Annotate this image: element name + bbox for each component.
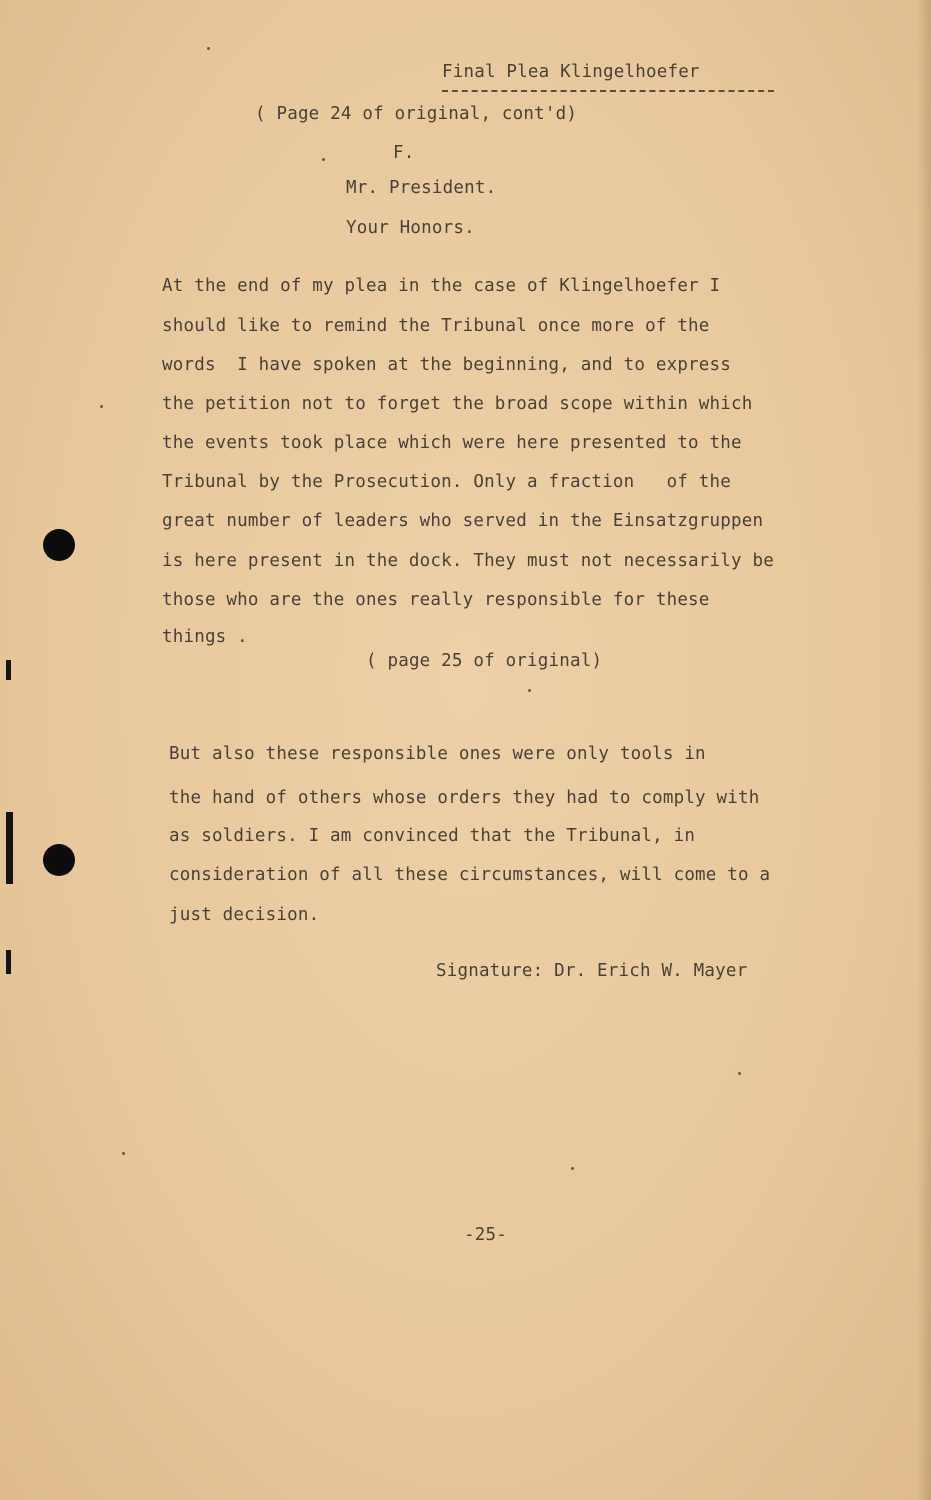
binding-tick-upper	[6, 660, 11, 680]
paragraph-line: At the end of my plea in the case of Klingelhoefer I	[162, 276, 721, 296]
paragraph-line: the petition not to forget the broad scope within which	[162, 394, 753, 414]
paper-speck	[738, 1072, 741, 1075]
paper-speck	[207, 47, 210, 50]
continuation-note: ( Page 24 of original, cont'd)	[255, 104, 578, 124]
paragraph-line: just decision.	[169, 905, 320, 925]
paper-speck	[528, 689, 531, 692]
paragraph-line: as soldiers. I am convinced that the Tribunal, in	[169, 826, 696, 846]
paragraph-line: is here present in the dock. They must not necessarily be	[162, 551, 774, 571]
paper-speck	[122, 1152, 125, 1155]
paragraph-line: words I have spoken at the beginning, and to express	[162, 355, 732, 375]
section-letter: F.	[393, 143, 415, 163]
header-underline	[442, 90, 774, 92]
paragraph-line: things .	[162, 627, 248, 647]
paper-speck	[571, 1167, 574, 1170]
salutation-president: Mr. President.	[346, 178, 497, 198]
punch-hole-lower	[43, 844, 75, 876]
paper-speck	[322, 158, 325, 161]
paper-speck	[100, 405, 103, 408]
paragraph-line: the hand of others whose orders they had to comply with	[169, 788, 760, 808]
paragraph-line: the events took place which were here presented to the	[162, 433, 742, 453]
header-title: Final Plea Klingelhoefer	[442, 62, 700, 82]
signature: Signature: Dr. Erich W. Mayer	[436, 961, 748, 981]
paragraph-line: consideration of all these circumstances, will come to a	[169, 865, 771, 885]
binding-clip	[6, 812, 13, 884]
paragraph-line: great number of leaders who served in the Einsatzgruppen	[162, 511, 764, 531]
salutation-honors: Your Honors.	[346, 218, 475, 238]
paragraph-line: those who are the ones really responsible for these	[162, 590, 710, 610]
page-break-note: ( page 25 of original)	[366, 651, 603, 671]
binding-tick-lower	[6, 950, 11, 974]
paragraph-line: But also these responsible ones were only tools in	[169, 744, 706, 764]
paper-edge	[917, 0, 931, 1500]
punch-hole-upper	[43, 529, 75, 561]
page-number: -25-	[464, 1225, 507, 1245]
paragraph-line: Tribunal by the Prosecution. Only a fraction of the	[162, 472, 732, 492]
paragraph-line: should like to remind the Tribunal once more of the	[162, 316, 710, 336]
